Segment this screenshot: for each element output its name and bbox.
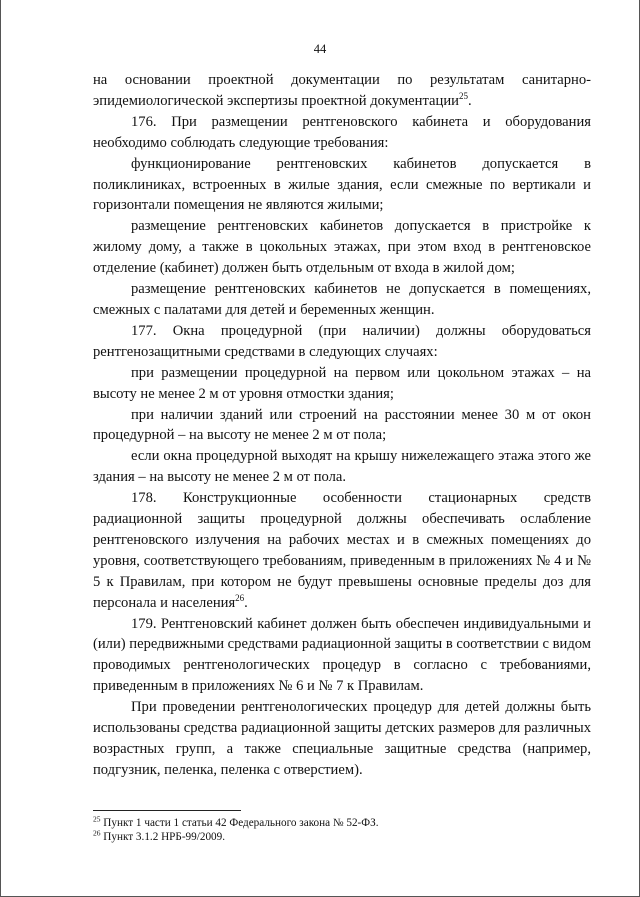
paragraph: при размещении процедурной на первом или цокольном этажах – на высоту не менее 2 м от уровня отмостки здания; (93, 364, 591, 402)
document-body (93, 70, 591, 781)
paragraph-177: 177. Окна процедурной (при наличии) должны оборудоваться рентгенозащитными средствами в следующих случаях: (93, 322, 591, 360)
page-number: 44 (313, 42, 327, 56)
paragraph: функционирование рентгеновских кабинетов допускается в поликлиниках, встроенных в жилые здания, если смежные по вертикали и горизонтали помещения не являются жилыми; (93, 155, 591, 214)
footnote-ref: 25 (458, 91, 468, 102)
paragraph: При проведении рентгенологических процедур для детей должны быть использованы средства радиационной защиты детских размеров для различных возрастных групп, а также специальные защитные средства (например, подгузник, пеленка, пеленка с отверстием). (93, 699, 591, 778)
paragraph: размещение рентгеновских кабинетов допускается в пристройке к жилому дому, а также в цокольных этажах, при этом вход в рентгеновское отделение (кабинет) должен быть отдельным от входа в жилой дом; (93, 218, 591, 277)
paragraph: размещение рентгеновских кабинетов не допускается в помещениях, смежных с палатами для детей и беременных женщин. (93, 281, 591, 318)
footnotes (93, 816, 591, 844)
paragraph: при наличии зданий или строений на расстоянии менее 30 м от окон процедурной – на высоту не менее 2 м от пола; (93, 406, 591, 444)
paragraph: если окна процедурной выходят на крышу нижележащего этажа этого же здания – на высоту не менее 2 м от пола. (93, 448, 591, 486)
footnote-divider (93, 810, 241, 811)
paragraph: на основании проектной документации по результатам санитарно-эпидемиологической экспертизы проектной документации$^{25}$. (93, 72, 591, 109)
footnote: $^{26}$ Пункт 3.1.2 НРБ-99/2009. (93, 828, 226, 843)
footnote-ref: 26 (235, 592, 245, 603)
paragraph-179: 179. Рентгеновский кабинет должен быть обеспечен индивидуальными и (или) передвижными средствами радиационной защиты в соответствии с видом проводимых рентгенологических процедур в согласно с требованиями, приведенным в приложениях № 6 и № 7 к Правилам. (93, 615, 591, 695)
paragraph-176: 176. При размещении рентгеновского кабинета и оборудования необходимо соблюдать следующие требования: (93, 113, 591, 151)
footnote: $^{25}$ Пункт 1 части 1 статьи 42 Федерального закона № 52-ФЗ. (93, 814, 379, 829)
paragraph-178: 178. Конструкционные особенности стационарных средств радиационной защиты процедурной должны обеспечивать ослабление рентгеновского излучения на рабочих местах и в смежных помещениях до уровня, соответствующего требованиям, приведенным в приложениях № 4 и № 5 к Правилам, при котором не будут превышены основные пределы доз для персонала и населения$^{26}$. (93, 490, 591, 611)
